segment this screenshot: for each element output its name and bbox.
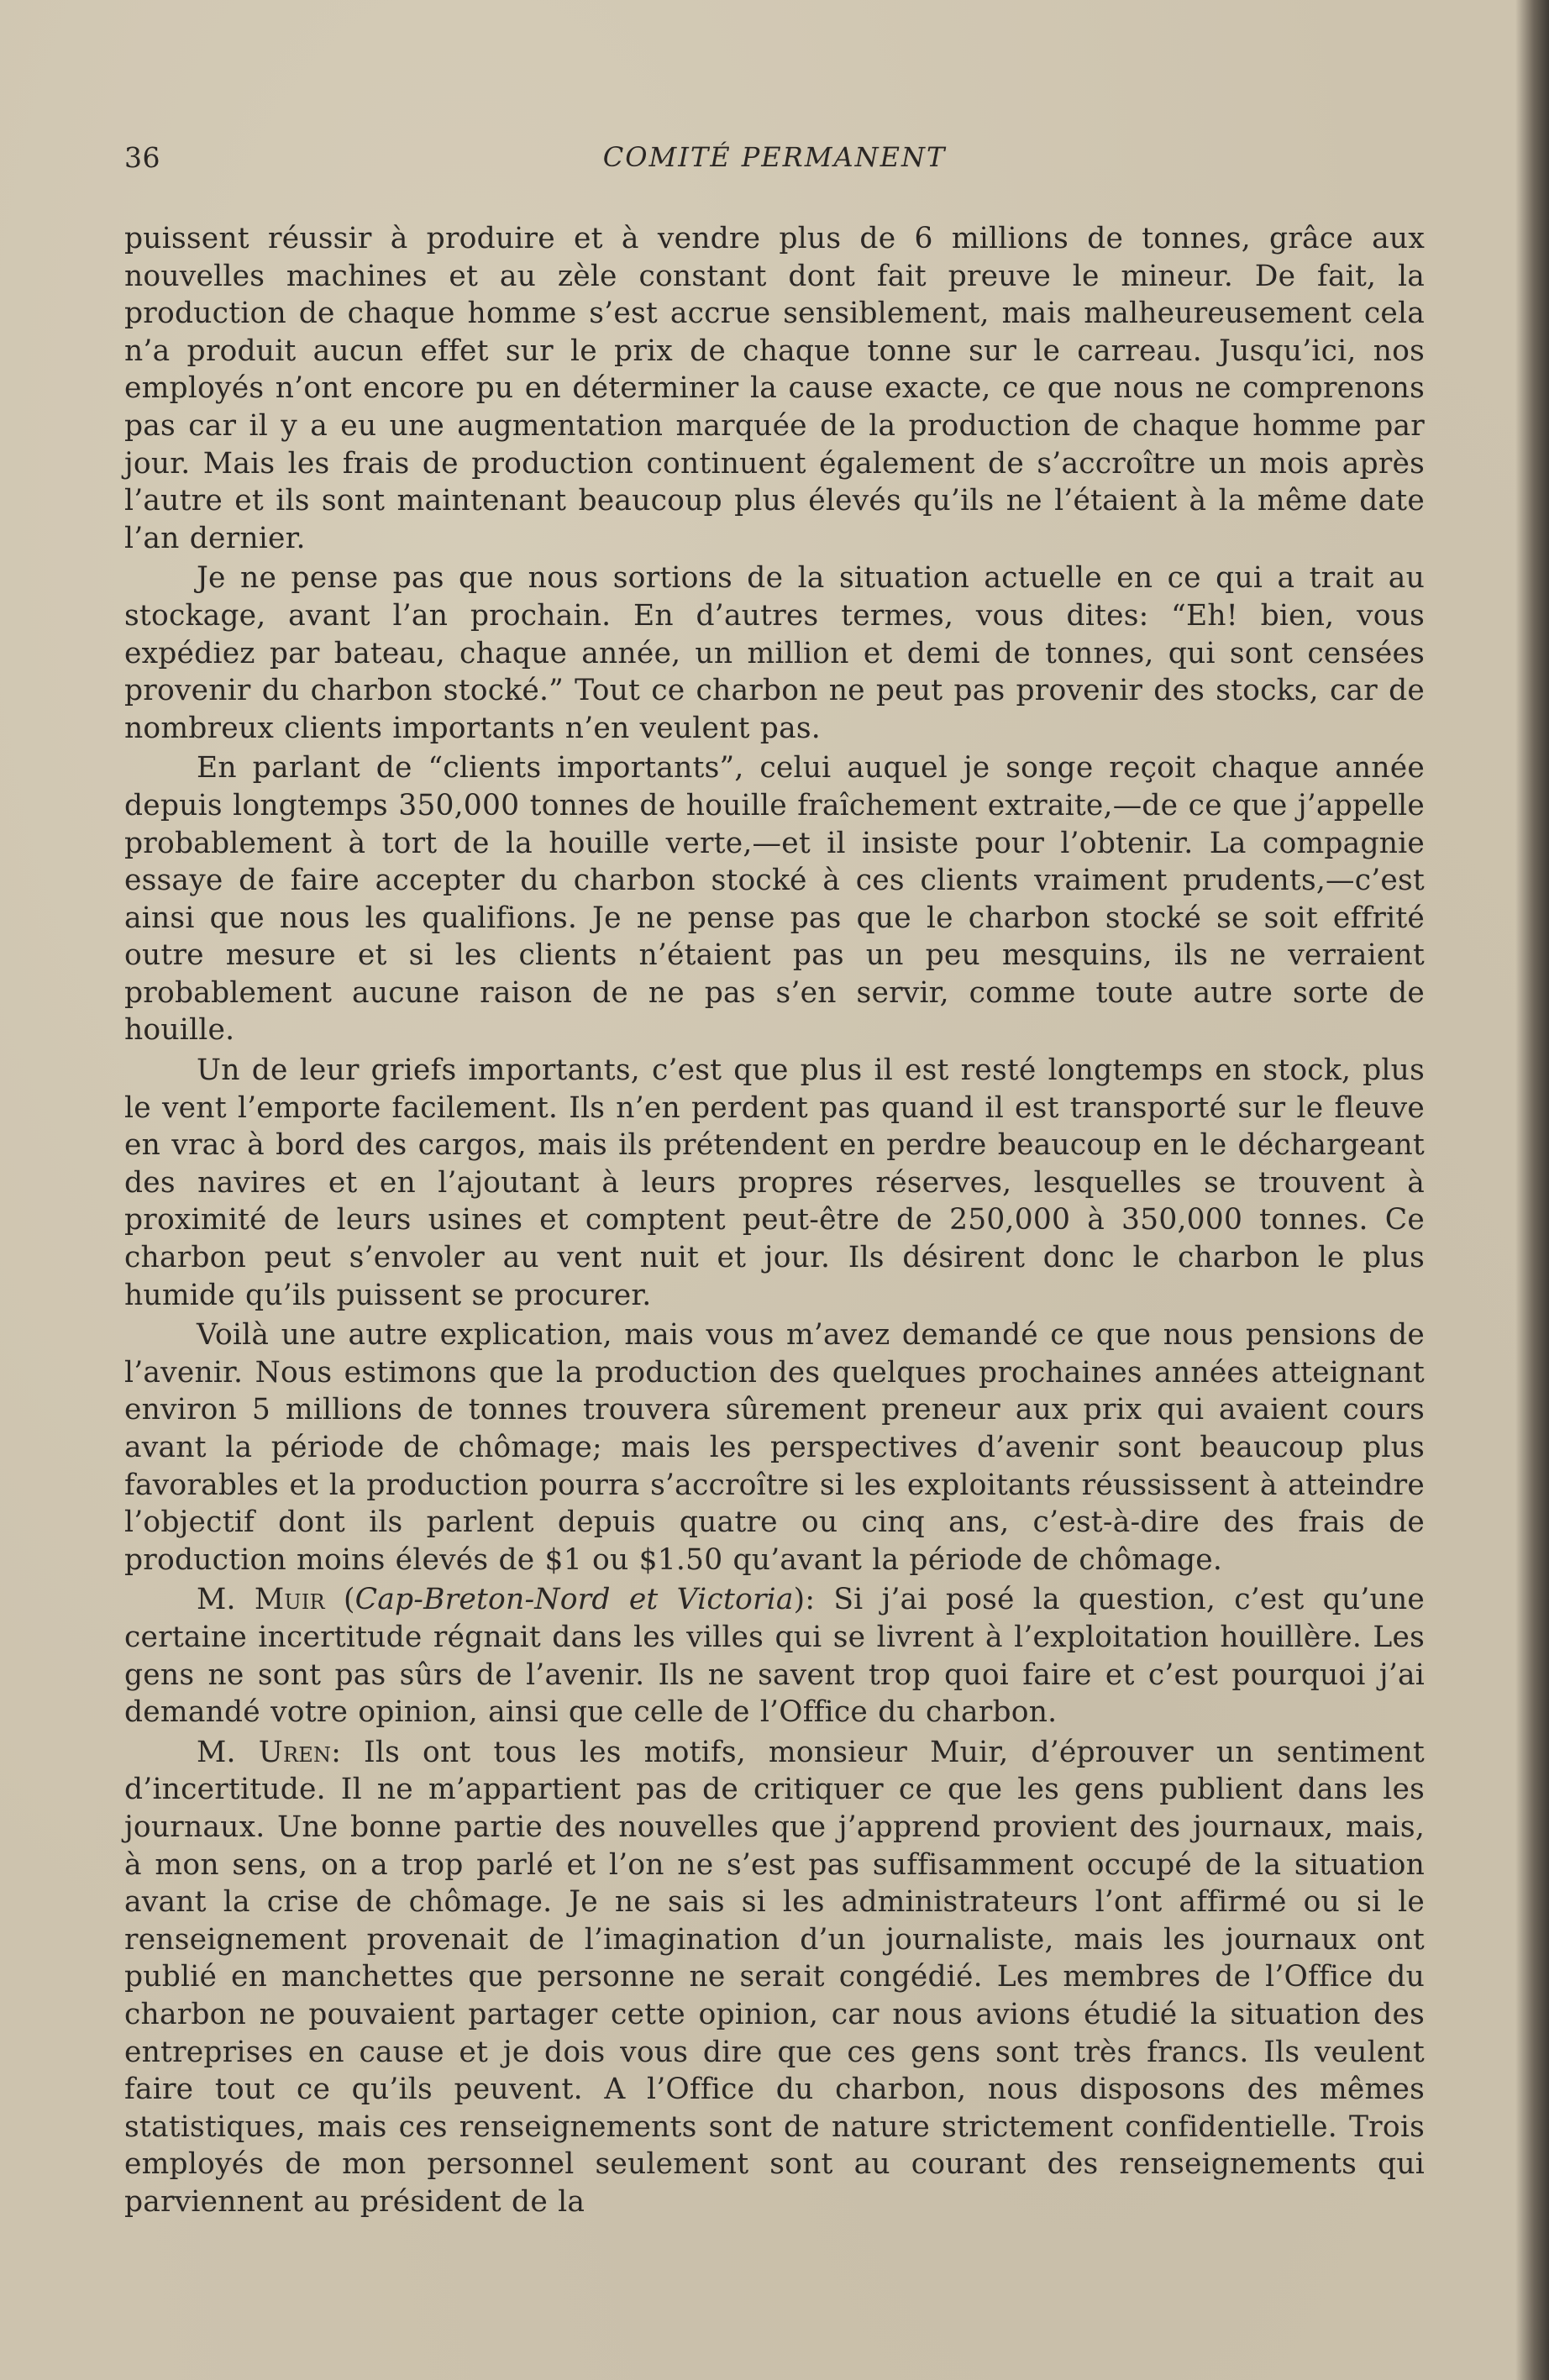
paragraph-avenir <box>124 1316 1425 1579</box>
riding-open: ( <box>324 1583 355 1617</box>
page-number: 36 <box>124 141 160 174</box>
paragraph-text: puissent réussir à produire et à vendre plus de 6 millions de tonnes, grâce aux nouvelles machines et au zèle constant dont fait preuve le mineur. De fait, la production de chaque homme s’est accrue sensiblement, mais malheureusement cela n’a produit aucun effet sur le prix de chaque tonne sur le carreau. Jusqu’ici, nos employés n’ont encore pu en déterminer la cause exacte, ce que nous ne comprenons pas car il y a eu une augmentation marquée de la production de chaque homme par jour. Mais les frais de production continuent également de s’accroître un mois après l’autre et ils sont maintenant beaucoup plus élevés qu’ils ne l’étaient à la même date l’an dernier. <box>124 222 1425 555</box>
speaker-riding: Cap-Breton-Nord et Victoria <box>354 1583 794 1617</box>
speaker-separator: : <box>331 1735 365 1769</box>
paragraph-text: Un de leur griefs importants, c’est que plus il est resté longtemps en stock, plus le vent l’emporte facilement. Ils n’en perdent pas quand il est transporté sur le fleuve en vrac à bord des cargos, mais ils prétendent en perdre beaucoup en le déchargeant des navires et en l’ajoutant à leurs propres réserves, lesquelles se trouvent à proximité de leurs usines et comptent peut-être de 250,000 à 350,000 tonnes. Ce charbon peut s’envoler au vent nuit et jour. Ils désirent donc le charbon le plus humide qu’ils puissent se procurer. <box>124 1053 1425 1312</box>
paragraph-text: Voilà une autre explication, mais vous m’avez demandé ce que nous pensions de l’avenir. Nous estimons que la production des quelques prochaines années atteignant environ 5 millions de tonnes trouvera sûrement preneur aux prix qui avaient cours avant la période de chômage; mais les perspectives d’avenir sont beaucoup plus favorables et la production pourra s’accroître si les exploitants réussissent à atteindre l’objectif dont ils parlent depuis quatre ou cinq ans, c’est-à-dire des frais de production moins élevés de $1 ou $1.50 qu’avant la période de chômage. <box>124 1318 1425 1577</box>
paragraph-text: Je ne pense pas que nous sortions de la situation actuelle en ce qui a trait au stockage, avant l’an prochain. En d’autres termes, vous dites: “Eh! bien, vous expédiez par bateau, chaque année, un million et demi de tonnes, qui sont censées provenir du charbon stocké.” Tout ce charbon ne peut pas provenir des stocks, car de nombreux clients importants n’en veulent pas. <box>124 561 1425 745</box>
paragraph-griefs <box>124 1052 1425 1314</box>
paragraph-continuation <box>124 220 1425 557</box>
speaker-name: M. Uren <box>197 1735 332 1769</box>
page-binding-edge <box>1515 0 1549 2380</box>
paragraph-stockage <box>124 560 1425 747</box>
paragraph-text: Ils ont tous les motifs, monsieur Muir, d’éprouver un sentiment d’incertitude. Il ne m’appartient pas de critiquer ce que les gens publient dans les journaux. Une bonne partie des nouvelles que j’apprend provient des journaux, mais, à mon sens, on a trop parlé et l’on ne s’est pas suffisamment occupé de la situation avant la crise de chômage. Je ne sais si les administrateurs l’ont affirmé ou si le renseignement provenait de l’imagination d’un journaliste, mais les journaux ont publié en manchettes que personne ne serait congédié. Les membres de l’Office du charbon ne pouvaient partager cette opinion, car nous avions étudié la situation des entreprises en cause et je dois vous dire que ces gens sont très francs. Ils veulent faire tout ce qu’ils peuvent. A l’Office du charbon, nous disposons des mêmes statistiques, mais ces renseignements sont de nature strictement confidentielle. Trois employés de mon personnel seulement sont au courant des renseignements qui parviennent au président de la <box>124 1735 1425 2219</box>
page-content <box>124 141 1425 2220</box>
paragraph-uren-answer <box>124 1734 1425 2221</box>
paragraph-clients-importants <box>124 749 1425 1049</box>
paragraph-muir-question <box>124 1581 1425 1731</box>
running-head <box>124 141 1425 181</box>
running-head-title: COMITÉ PERMANENT <box>602 141 947 173</box>
riding-close: ): <box>793 1583 834 1617</box>
speaker-name: M. Muir <box>197 1583 325 1617</box>
paragraph-text: En parlant de “clients importants”, celui auquel je songe reçoit chaque année depuis longtemps 350,000 tonnes de houille fraîchement extraite,—de ce que j’appelle probablement à tort de la houille verte,—et il insiste pour l’obtenir. La compagnie essaye de faire accepter du charbon stocké à ces clients vraiment prudents,—c’est ainsi que nous les qualifions. Je ne pense pas que le charbon stocké se soit effrité outre mesure et si les clients n’étaient pas un peu mesquins, ils ne verraient probablement aucune raison de ne pas s’en servir, comme toute autre sorte de houille. <box>124 751 1425 1048</box>
paragraph-text: Si j’ai posé la question, c’est qu’une certaine incertitude régnait dans les villes qui se livrent à l’exploitation houillère. Les gens ne sont pas sûrs de l’avenir. Ils ne savent trop quoi faire et c’est pourquoi j’ai demandé votre opinion, ainsi que celle de l’Office du charbon. <box>124 1583 1425 1730</box>
